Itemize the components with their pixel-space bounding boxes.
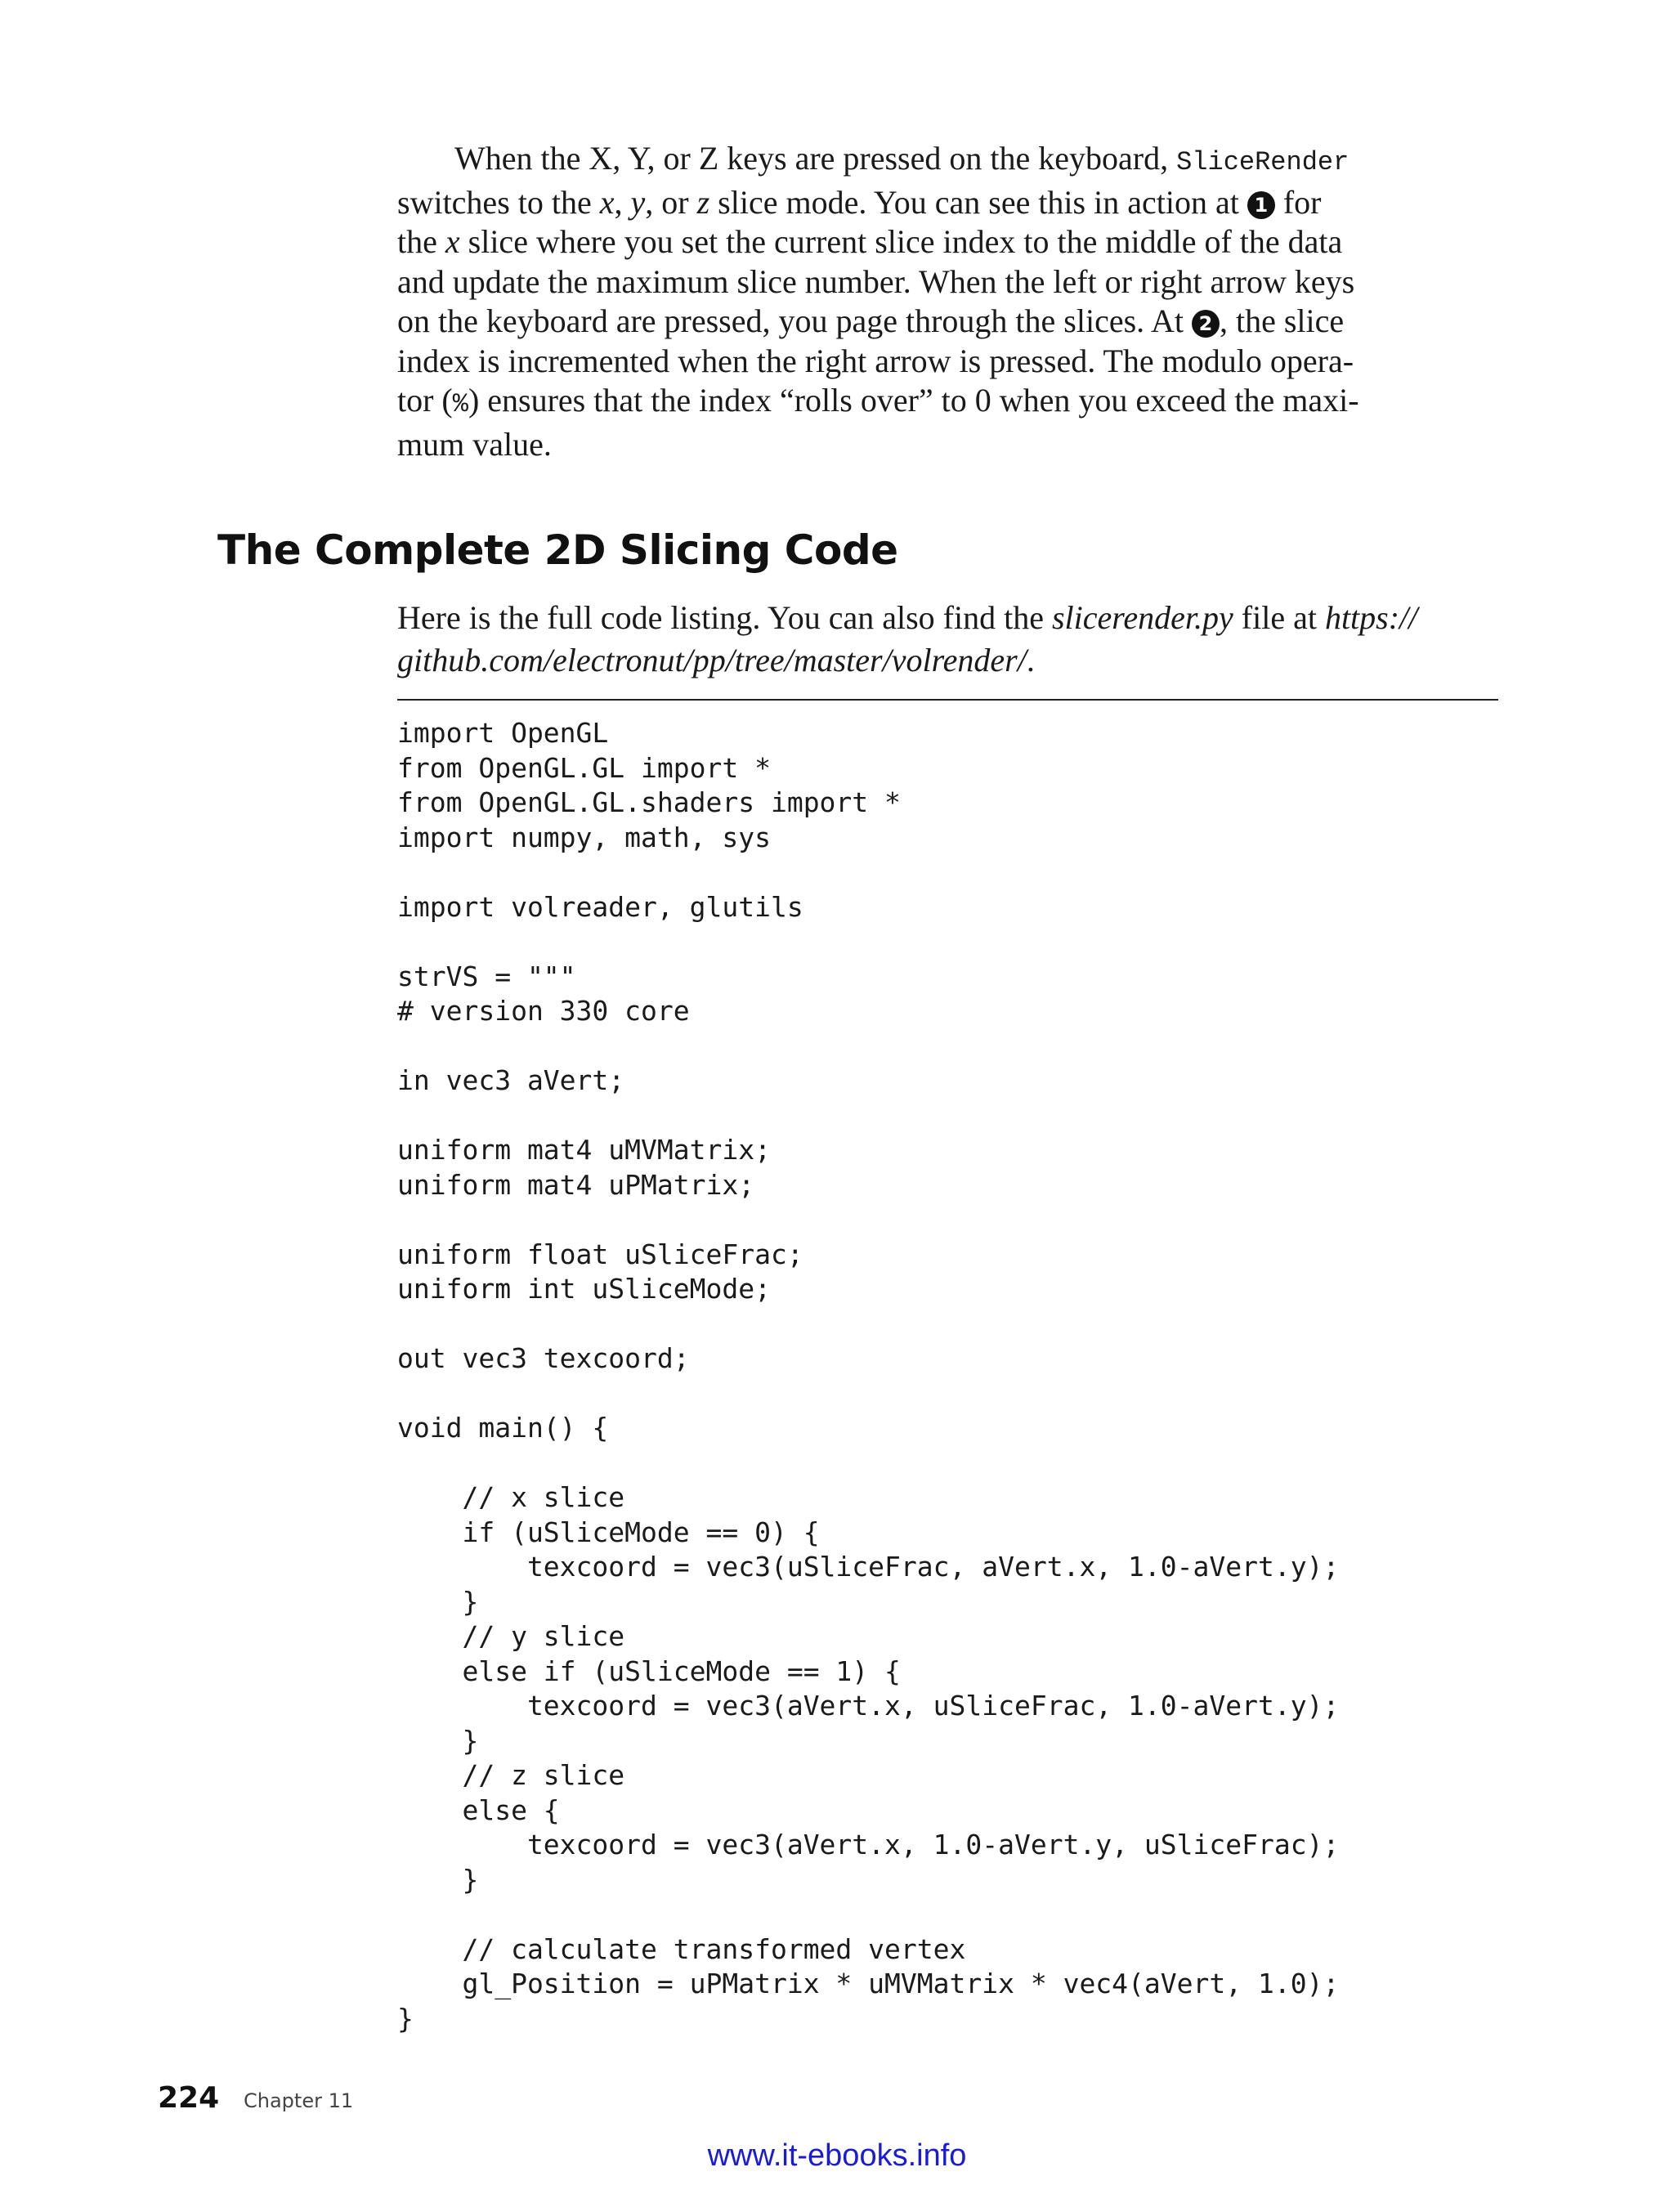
italic-text: x [445, 223, 460, 260]
code-line: from OpenGL.GL.shaders import * [397, 786, 901, 818]
code-line [397, 1202, 1339, 1238]
intro-paragraph [397, 139, 1493, 464]
code-line: in vec3 aVert; [397, 1064, 625, 1096]
code-line [397, 855, 1339, 890]
code-line: import volreader, glutils [397, 890, 803, 923]
code-line: if (uSliceMode == 0) { [397, 1516, 820, 1548]
section-description [397, 597, 1493, 682]
code-line: // x slice [397, 1481, 625, 1513]
code-line: gl_Position = uPMatrix * uMVMatrix * vec4(aVert, 1.0); [397, 1968, 1340, 1999]
watermark-link[interactable] [0, 2138, 1674, 2174]
text-line: and update the maximum slice number. When the left or right arrow keys [397, 262, 1355, 300]
watermark-link-text[interactable]: www.it-ebooks.info [707, 2138, 967, 2173]
code-line: } [397, 2002, 414, 2035]
italic-text: y [630, 183, 646, 221]
code-line: import OpenGL [397, 717, 609, 749]
code-line: else { [397, 1793, 560, 1826]
code-line [397, 1029, 1339, 1064]
code-line: out vec3 texcoord; [397, 1342, 690, 1374]
code-line: uniform mat4 uPMatrix; [397, 1168, 755, 1201]
text-line: index is incremented when the right arrow is pressed. The modulo opera- [397, 342, 1354, 379]
italic-text: x [599, 183, 615, 221]
italic-text: z [696, 183, 710, 221]
callout-marker-icon: 2 [1192, 310, 1220, 338]
text-line: on the keyboard are pressed, you page through the slices. At 2 , the slice [397, 302, 1345, 339]
text-line: the x slice where you set the current slice index to the middle of the data [397, 223, 1343, 260]
code-line: from OpenGL.GL import * [397, 751, 771, 784]
italic-text: github.com/electronut/pp/tree/master/volrender/ [397, 642, 1027, 678]
text-line: mum value. [397, 425, 552, 463]
code-line [397, 1377, 1339, 1412]
code-line: // calculate transformed vertex [397, 1932, 966, 1965]
section-heading: The Complete 2D Slicing Code [217, 526, 898, 574]
code-line: } [397, 1585, 479, 1618]
inline-code: SliceRender [1176, 147, 1349, 177]
code-line: import numpy, math, sys [397, 821, 771, 853]
inline-code: % [452, 389, 468, 419]
code-line: uniform float uSliceFrac; [397, 1238, 803, 1270]
code-line: } [397, 1863, 479, 1896]
text-line: switches to the x, y, or z slice mode. You can see this in action at 1 for [397, 183, 1322, 221]
code-line: strVS = """ [397, 960, 576, 992]
code-line: # version 330 core [397, 995, 690, 1027]
code-line: else if (uSliceMode == 1) { [397, 1655, 901, 1687]
chapter-label: Chapter 11 [244, 2089, 354, 2112]
code-line: texcoord = vec3(aVert.x, uSliceFrac, 1.0-aVert.y); [397, 1690, 1340, 1722]
italic-text: https:// [1324, 599, 1418, 636]
text-line: github.com/electronut/pp/tree/master/volrender/. [397, 642, 1035, 678]
code-line [397, 1446, 1339, 1481]
code-line: texcoord = vec3(aVert.x, 1.0-aVert.y, uSliceFrac); [397, 1829, 1340, 1860]
code-listing [397, 716, 1339, 2036]
callout-marker-icon: 1 [1247, 191, 1275, 219]
text-line: When the X, Y, or Z keys are pressed on the keyboard, SliceRender [454, 140, 1349, 177]
code-line: // z slice [397, 1759, 625, 1791]
page-number: 224 [158, 2081, 220, 2115]
code-line [397, 1307, 1339, 1342]
code-line [397, 1897, 1339, 1932]
code-line: uniform int uSliceMode; [397, 1273, 771, 1305]
code-line: void main() { [397, 1412, 609, 1444]
code-listing-rule [397, 699, 1498, 701]
code-line [397, 925, 1339, 960]
text-line: tor (%) ensures that the index “rolls over” to 0 when you exceed the maxi- [397, 382, 1359, 419]
code-line: texcoord = vec3(uSliceFrac, aVert.x, 1.0-aVert.y); [397, 1551, 1340, 1583]
code-line: } [397, 1724, 479, 1757]
text-line: Here is the full code listing. You can also find the slicerender.py file at https:// [397, 599, 1418, 636]
italic-text: slicerender.py [1051, 599, 1233, 636]
code-line [397, 1099, 1339, 1134]
code-line: // y slice [397, 1620, 625, 1652]
code-line: uniform mat4 uMVMatrix; [397, 1134, 771, 1166]
